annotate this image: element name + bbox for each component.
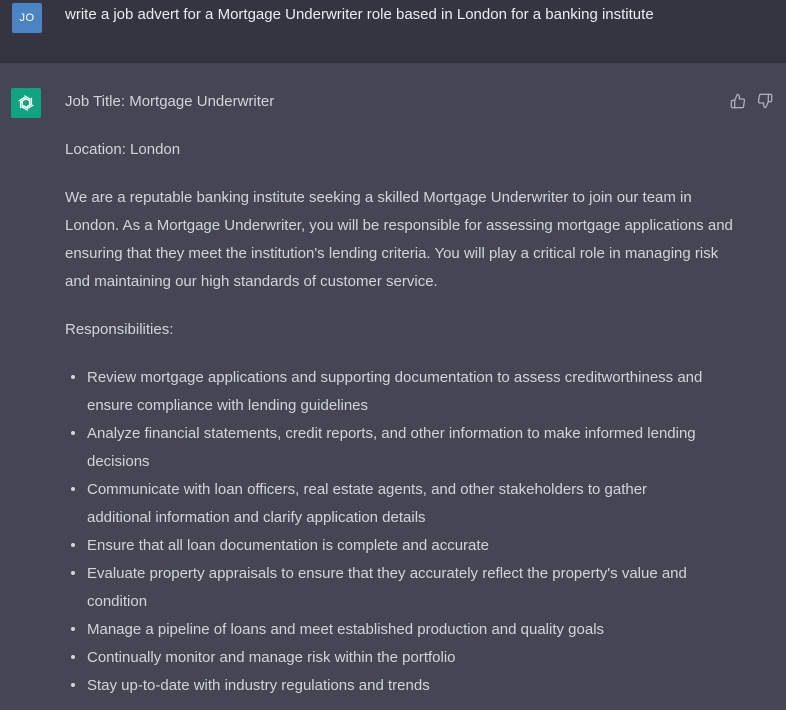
assistant-avatar	[11, 88, 41, 118]
list-item: Stay up-to-date with industry regulations and trends	[65, 672, 707, 700]
assistant-message-row	[0, 63, 786, 710]
list-item: Evaluate property appraisals to ensure that they accurately reflect the property's value and condition	[65, 560, 707, 616]
intro-paragraph: We are a reputable banking institute seeking a skilled Mortgage Underwriter to join our team in London. As a Mortgage Underwriter, you will be responsible for assessing mortgage applications and ensuring that they meet the institution's lending criteria. You will play a critical role in managing risk and maintaining our high standards of customer service.	[65, 189, 733, 290]
responsibilities-list	[65, 364, 735, 700]
thumbs-down-icon	[757, 93, 773, 109]
list-item: Continually monitor and manage risk within the portfolio	[65, 644, 707, 672]
list-item: Communicate with loan officers, real estate agents, and other stakeholders to gather additional information and clarify application details	[65, 476, 707, 532]
responsibilities-heading: Responsibilities:	[65, 321, 174, 338]
user-message-row	[0, 0, 786, 63]
user-avatar-initials: JO	[19, 12, 35, 24]
openai-logo-icon	[15, 92, 37, 114]
user-avatar	[12, 3, 42, 33]
assistant-response	[65, 88, 735, 700]
user-prompt-text: write a job advert for a Mortgage Underwriter role based in London for a banking institute	[65, 6, 654, 23]
list-item: Ensure that all loan documentation is complete and accurate	[65, 532, 707, 560]
list-item: Review mortgage applications and supporting documentation to assess creditworthiness and ensure compliance with lending guidelines	[65, 364, 707, 420]
thumbs-down-button[interactable]	[756, 92, 774, 110]
location-line: Location: London	[65, 141, 181, 158]
job-title-line: Job Title: Mortgage Underwriter	[65, 93, 275, 110]
list-item: Manage a pipeline of loans and meet established production and quality goals	[65, 616, 707, 644]
list-item: Analyze financial statements, credit reports, and other information to make informed lending decisions	[65, 420, 707, 476]
